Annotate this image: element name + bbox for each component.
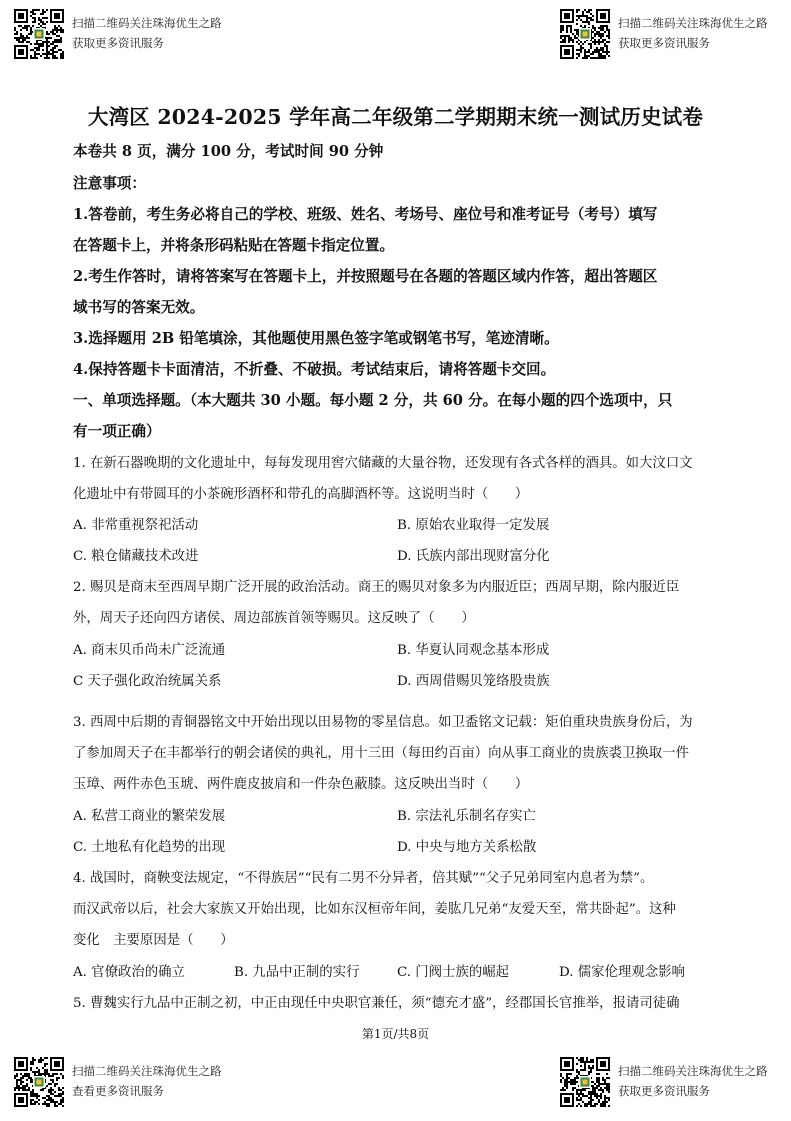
question-4-option-a: A. 官僚政治的确立 — [73, 965, 185, 980]
promo-line-1: 扫描二维码关注珠海优生之路 — [72, 16, 222, 30]
promo-line-2: 查看更多资讯服务 — [72, 1084, 164, 1098]
notice-line: 在答题卡上，并将条形码粘贴在答题卡指定位置。 — [73, 237, 395, 254]
question-3-option-c: C. 土地私有化趋势的出现 — [73, 840, 226, 855]
question-1-option-d: D. 氏族内部出现财富分化 — [397, 549, 550, 564]
question-4-stem: 变化 主要原因是（ ） — [73, 933, 234, 948]
question-4-stem: 而汉武帝以后，社会大家族又开始出现，比如东汉桓帝年间，姜肱几兄弟“友爱天至，常共卧起”。这种 — [73, 902, 676, 917]
promo-line-1: 扫描二维码关注珠海优生之路 — [618, 1064, 768, 1078]
question-4-option-c: C. 门阀士族的崛起 — [397, 965, 510, 980]
question-2-option-a: A. 商末贝币尚未广泛流通 — [73, 643, 226, 658]
promo-bottom-left — [14, 1057, 222, 1107]
question-4-option-b: B. 九品中正制的实行 — [234, 965, 360, 980]
promo-line-1: 扫描二维码关注珠海优生之路 — [72, 1064, 222, 1078]
question-2-option-b: B. 华夏认同观念基本形成 — [397, 643, 550, 658]
question-5-stem: 5. 曹魏实行九品中正制之初，中正由现任中央职官兼任，须“德充才盛”，经郡国长官推举，报请司徒确 — [73, 996, 680, 1011]
notice-line: 3.选择题用 2B 铅笔填涂，其他题使用黑色签字笔或钢笔书写，笔迹清晰。 — [73, 330, 559, 347]
qr-code-icon — [14, 9, 64, 59]
question-2-option-c: C 天子强化政治统属关系 — [73, 674, 222, 689]
qr-code-icon — [560, 9, 610, 59]
section-heading: 一、单项选择题。（本大题共 30 小题。每小题 2 分，共 60 分。在每小题的四个选项中，只 — [73, 392, 673, 409]
notice-line: 域书写的答案无效。 — [73, 299, 205, 316]
question-3-stem: 了参加周天子在丰都举行的朝会诸侯的典礼，用十三田（每田约百亩）向从事工商业的贵族裘卫换取一件 — [73, 746, 689, 761]
exam-title: 大湾区 2024-2025 学年高二年级第二学期期末统一测试历史试卷 — [87, 105, 704, 129]
exam-info: 本卷共 8 页，满分 100 分，考试时间 90 分钟 — [73, 143, 384, 160]
promo-top-right — [560, 9, 768, 59]
notice-heading: 注意事项： — [73, 175, 146, 192]
question-4-option-d: D. 儒家伦理观念影响 — [559, 965, 685, 980]
qr-code-icon — [560, 1057, 610, 1107]
promo-line-1: 扫描二维码关注珠海优生之路 — [618, 16, 768, 30]
question-1-option-b: B. 原始农业取得一定发展 — [397, 518, 550, 533]
question-2-stem: 外，周天子还向四方诸侯、周边部族首领等赐贝。这反映了（ ） — [73, 611, 475, 626]
question-1-option-c: C. 粮仓储藏技术改进 — [73, 549, 199, 564]
promo-line-2: 获取更多资讯服务 — [618, 36, 710, 50]
question-2-stem: 2. 赐贝是商末至西周早期广泛开展的政治活动。商王的赐贝对象多为内服近臣；西周早期，除内服近臣 — [73, 580, 680, 595]
qr-code-icon — [14, 1057, 64, 1107]
question-3-stem: 玉璋、两件赤色玉琥、两件鹿皮披肩和一件杂色蔽膝。这反映出当时（ ） — [73, 777, 529, 792]
page-footer: 第1页/共8页 — [361, 1027, 430, 1041]
promo-line-2: 获取更多资讯服务 — [72, 36, 164, 50]
notice-line: 1.答卷前，考生务必将自己的学校、班级、姓名、考场号、座位号和准考证号（考号）填写 — [73, 206, 658, 223]
question-2-option-d: D. 西周借赐贝笼络股贵族 — [397, 674, 550, 689]
promo-top-left — [14, 9, 222, 59]
question-1-stem: 化遗址中有带圆耳的小茶碗形酒杯和带孔的高脚酒杯等。这说明当时（ ） — [73, 487, 529, 502]
section-heading: 有一项正确） — [73, 423, 161, 440]
question-3-option-a: A. 私营工商业的繁荣发展 — [73, 809, 226, 824]
notice-line: 2.考生作答时，请将答案写在答题卡上，并按照题号在各题的答题区域内作答，超出答题区 — [73, 268, 658, 285]
question-3-option-b: B. 宗法礼乐制名存实亡 — [397, 809, 536, 824]
question-1-option-a: A. 非常重视祭祀活动 — [73, 518, 199, 533]
promo-line-2: 获取更多资讯服务 — [618, 1084, 710, 1098]
question-1-stem: 1. 在新石器晚期的文化遗址中，每每发现用窖穴储藏的大量谷物，还发现有各式各样的酒具。如大汶口文 — [73, 456, 693, 471]
question-3-stem: 3. 西周中后期的青铜器铭文中开始出现以田易物的零星信息。如卫盉铭文记载：矩伯重玦贵族身份后，为 — [73, 715, 693, 730]
question-4-stem: 4. 战国时，商鞅变法规定，“不得族居”“民有二男不分异者，倍其赋”“父子兄弟同室内息者为禁”。 — [73, 871, 654, 886]
notice-line: 4.保持答题卡卡面清洁，不折叠、不破损。考试结束后，请将答题卡交回。 — [73, 361, 556, 378]
promo-bottom-right — [560, 1057, 768, 1107]
question-3-option-d: D. 中央与地方关系松散 — [397, 840, 537, 855]
